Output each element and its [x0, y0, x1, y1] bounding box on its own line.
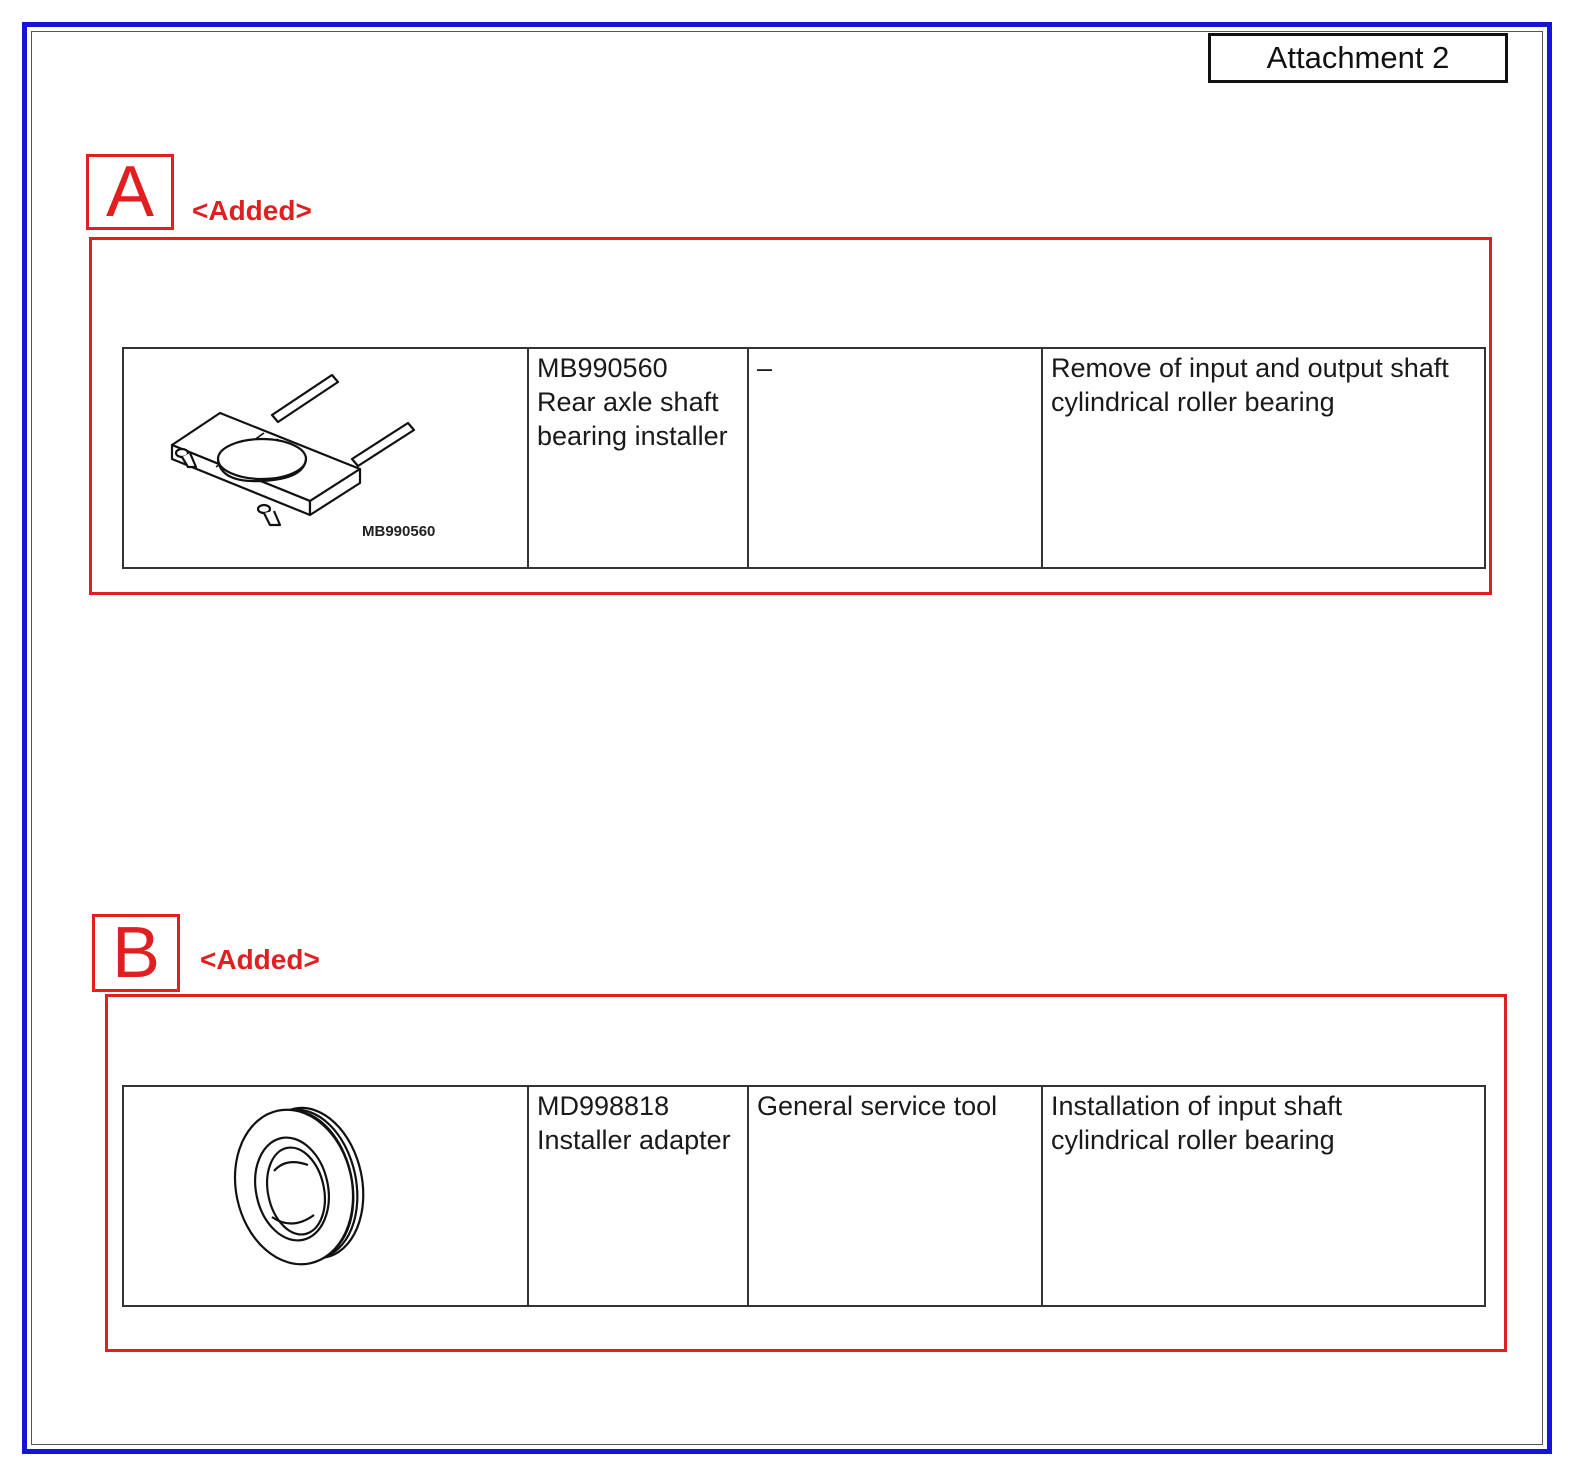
table-row: [123, 348, 1485, 568]
application-line: cylindrical roller bearing: [1051, 387, 1335, 417]
section-b-supersession-cell: [748, 1086, 1042, 1306]
section-b-letter: B: [92, 914, 180, 992]
supersession-text: –: [757, 353, 773, 383]
section-b-tool-number-cell: [528, 1086, 748, 1306]
section-a-supersession-cell: [748, 348, 1042, 568]
application-line: Installation of input shaft: [1051, 1091, 1343, 1121]
section-b-drawing-cell: [123, 1086, 528, 1306]
application-line: cylindrical roller bearing: [1051, 1125, 1335, 1155]
section-b-added-label: <Added>: [200, 944, 320, 975]
table-row: [123, 1086, 1485, 1306]
installer-adapter-drawing-icon: [124, 1087, 524, 1297]
tool-name-line: Installer adapter: [537, 1125, 731, 1155]
section-a-drawing-cell: [123, 348, 528, 568]
section-b-tool-table: [122, 1085, 1486, 1307]
section-b-application-cell: [1042, 1086, 1485, 1306]
drawing-caption: MB990560: [362, 523, 436, 540]
section-a-added-label: <Added>: [192, 195, 312, 226]
tool-name-line: bearing installer: [537, 421, 728, 451]
attachment-label: Attachment 2: [1208, 33, 1508, 83]
section-a-tool-number-cell: [528, 348, 748, 568]
application-line: Remove of input and output shaft: [1051, 353, 1449, 383]
section-a-letter: A: [86, 154, 174, 230]
tool-number: MD998818: [537, 1091, 670, 1121]
tool-number: MB990560: [537, 353, 668, 383]
section-a-tool-table: [122, 347, 1486, 569]
tool-name-line: Rear axle shaft: [537, 387, 719, 417]
section-a-application-cell: [1042, 348, 1485, 568]
bearing-separator-drawing-icon: [124, 349, 524, 559]
supersession-text: General service tool: [757, 1091, 998, 1121]
